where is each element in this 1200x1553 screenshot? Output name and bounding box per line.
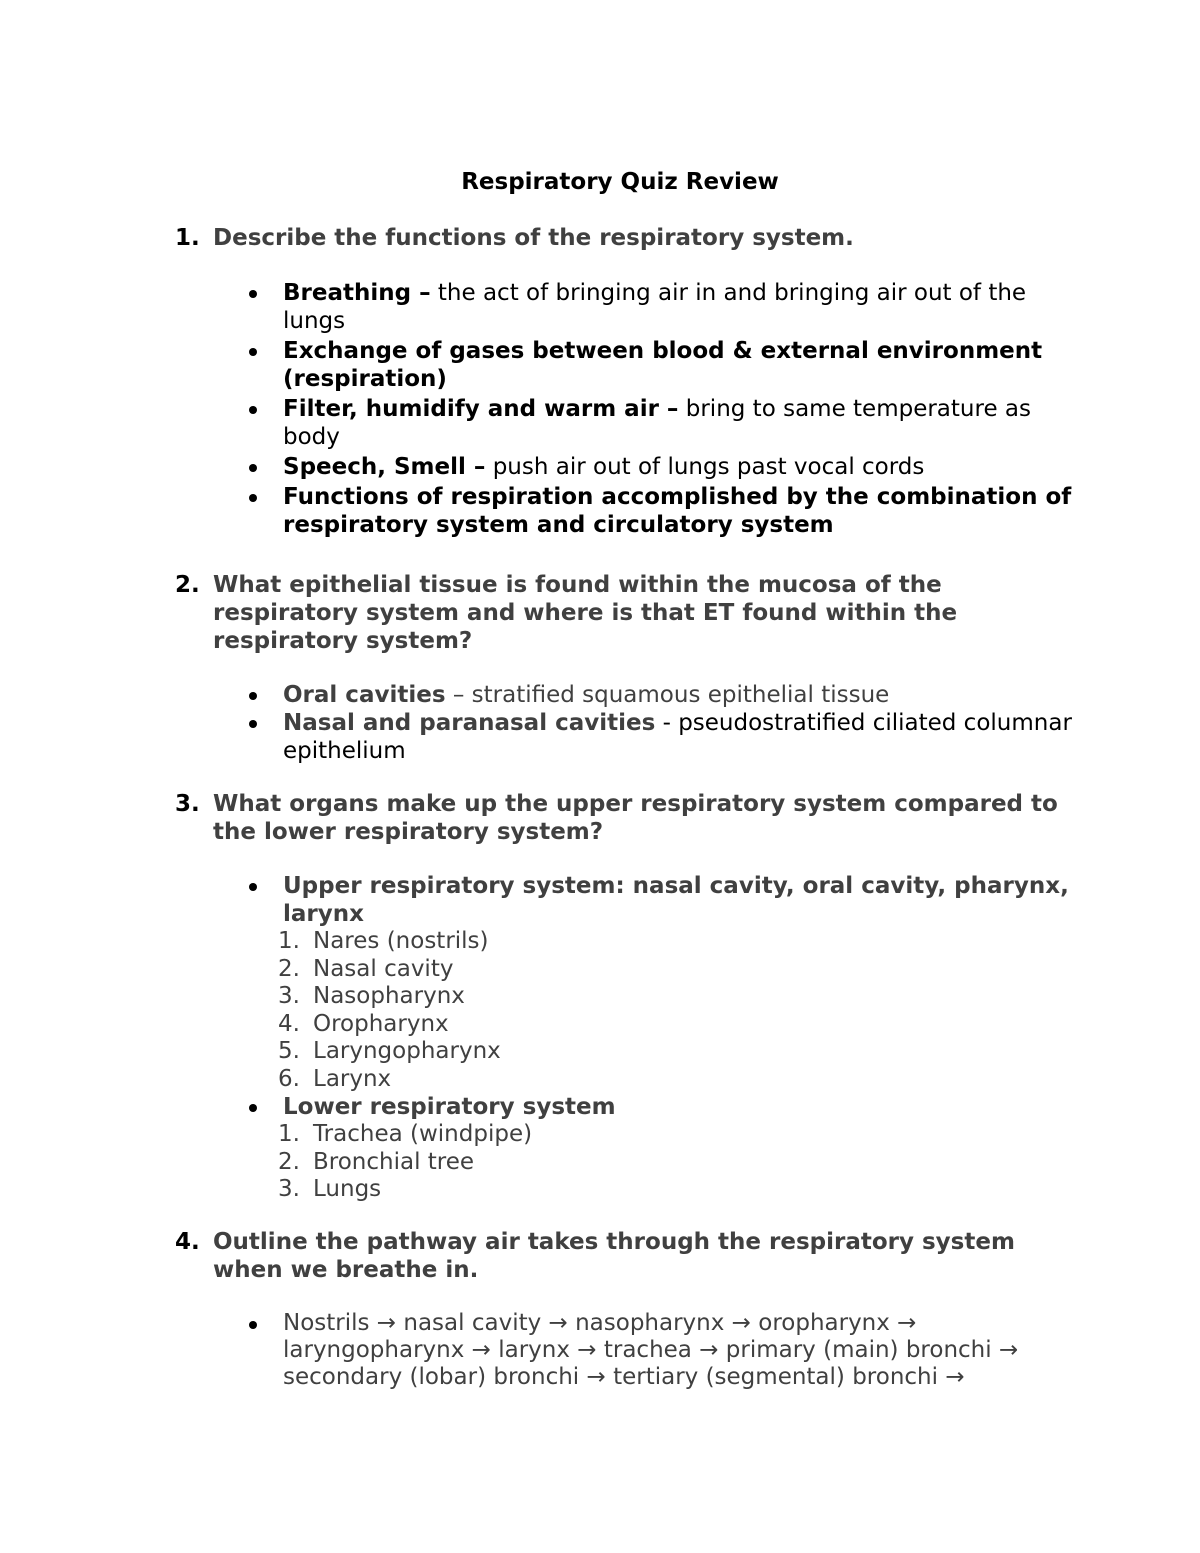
- question-text: Outline the pathway air takes through the respiratory system when we breathe in.: [213, 1229, 1015, 1283]
- item-term: Exchange of gases between blood & external environment (respiration): [283, 338, 1043, 392]
- question-text: What organs make up the upper respiratory system compared to the lower respiratory system?: [213, 791, 1058, 845]
- bullet-icon: [249, 406, 257, 414]
- item-desc: the act of bringing air in and bringing air out of the lungs: [283, 280, 1027, 334]
- list-item: 2. Bronchial tree: [278, 1148, 475, 1175]
- question-4: [175, 1228, 1075, 1284]
- bullet-icon: [249, 348, 257, 356]
- list-item: [243, 709, 1073, 765]
- item-desc: push air out of lungs past vocal cords: [485, 454, 925, 480]
- list-item: [243, 681, 1073, 709]
- q4-answer-list: [243, 1310, 1043, 1391]
- q1-answer-list: [243, 279, 1073, 539]
- list-item: 5. Laryngopharynx: [278, 1038, 501, 1064]
- question-1: [175, 224, 1075, 252]
- document-title: Respiratory Quiz Review: [461, 169, 779, 195]
- question-number: 2.: [175, 572, 200, 598]
- item-term: Oral cavities: [283, 682, 446, 708]
- question-2: [175, 571, 1075, 655]
- item-term: Breathing –: [283, 280, 431, 306]
- item-term: Filter, humidify and warm air –: [283, 396, 679, 422]
- list-item: [243, 1093, 1073, 1204]
- item-desc: bring to same temperature as body: [283, 396, 1031, 450]
- item-desc: – stratified squamous epithelial tissue: [445, 682, 890, 708]
- item-term: Speech, Smell –: [283, 454, 486, 480]
- bullet-icon: [249, 290, 257, 298]
- question-text: What epithelial tissue is found within the mucosa of the respiratory system and where is that ET found within the respiratory system?: [213, 572, 958, 654]
- list-item: [243, 453, 1073, 481]
- question-number: 4.: [175, 1229, 200, 1255]
- list-item: [243, 483, 1073, 539]
- list-item: [243, 1310, 1043, 1391]
- question-text: Describe the functions of the respiratory system.: [213, 225, 854, 251]
- item-term: Nasal and paranasal cavities: [283, 710, 656, 736]
- bullet-icon: [249, 1321, 257, 1329]
- q2-answer-list: [243, 681, 1073, 765]
- bullet-icon: [249, 692, 257, 700]
- upper-organs-list: [243, 928, 1073, 1093]
- list-item: [243, 337, 1073, 393]
- bullet-icon: [249, 1104, 257, 1112]
- bullet-icon: [249, 883, 257, 891]
- list-item: 3. Lungs: [278, 1176, 382, 1202]
- list-item: [243, 279, 1073, 335]
- lower-respiratory-label: Lower respiratory system: [283, 1094, 616, 1120]
- question-number: 3.: [175, 791, 200, 817]
- question-number: 1.: [175, 225, 200, 251]
- airway-pathway: Nostrils → nasal cavity → nasopharynx → oropharynx → laryngopharynx → larynx → trachea → primary (main) bronchi → secondary (lobar) bronchi → tertiary (segmental) bronchi →: [283, 1310, 1019, 1390]
- list-item: 2. Nasal cavity: [278, 955, 454, 982]
- list-item: 3. Nasopharynx: [278, 983, 465, 1009]
- bullet-icon: [249, 720, 257, 728]
- q3-answer-list: [243, 872, 1073, 1204]
- bullet-icon: [249, 494, 257, 502]
- upper-respiratory-label: Upper respiratory system: nasal cavity, oral cavity, pharynx, larynx: [283, 873, 1069, 927]
- list-item: 1. Trachea (windpipe): [278, 1121, 533, 1147]
- bullet-icon: [249, 464, 257, 472]
- lower-organs-list: [243, 1121, 1073, 1204]
- list-item: [243, 395, 1073, 451]
- list-item: 6. Larynx: [278, 1065, 392, 1092]
- list-item: 4. Oropharynx: [278, 1010, 449, 1037]
- list-item: [243, 872, 1073, 1093]
- item-term: Functions of respiration accomplished by the combination of respiratory system and circulatory system: [283, 484, 1072, 538]
- list-item: 1. Nares (nostrils): [278, 928, 489, 954]
- item-desc: - pseudostratified ciliated columnar epithelium: [283, 710, 1072, 764]
- question-3: [175, 790, 1075, 846]
